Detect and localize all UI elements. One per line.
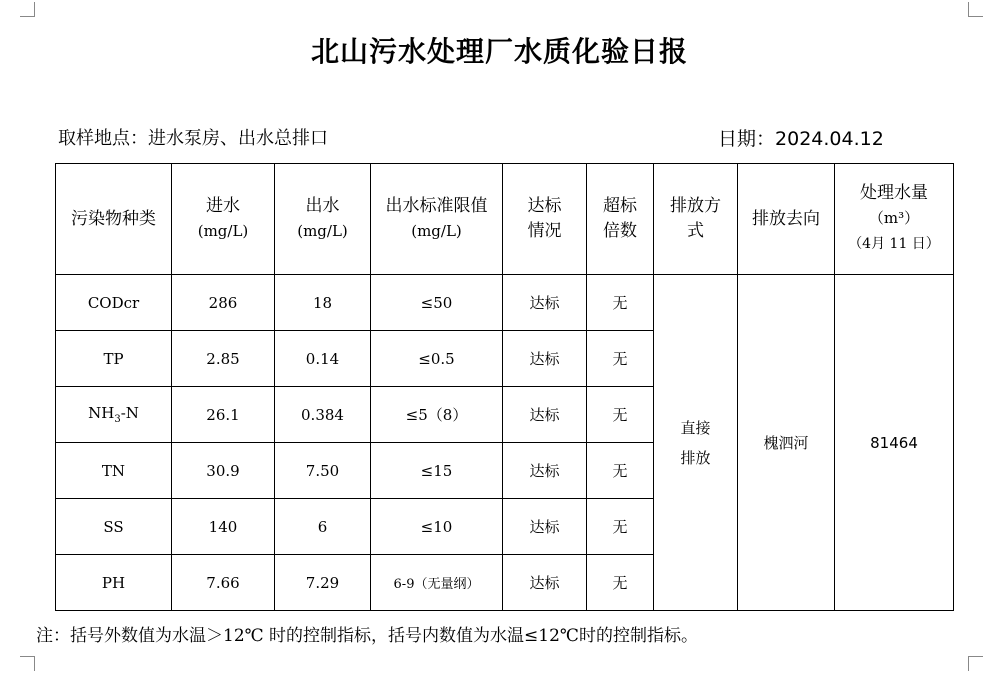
status-cell: 达标 <box>503 443 587 499</box>
outflow-cell: 7.29 <box>275 555 371 611</box>
page-corner-mark <box>968 656 983 671</box>
outflow-cell: 0.384 <box>275 387 371 443</box>
inflow-cell: 140 <box>172 499 275 555</box>
discharge-method-cell <box>654 275 738 611</box>
header-multiple <box>587 164 654 275</box>
pollutant-cell: TP <box>56 331 172 387</box>
header-method <box>654 164 738 275</box>
header-outflow-label: 出水 <box>305 196 340 216</box>
header-volume-line3: （4月 11 日） <box>848 236 940 252</box>
destination-cell: 槐泗河 <box>738 275 835 611</box>
pollutant-main: NH <box>88 404 115 422</box>
water-quality-table <box>55 163 954 611</box>
volume-cell: 81464 <box>835 275 954 611</box>
header-volume <box>835 164 954 275</box>
pollutant-cell: PH <box>56 555 172 611</box>
header-limit <box>371 164 503 275</box>
multiple-cell: 无 <box>587 331 654 387</box>
header-method-line2: 式 <box>687 221 704 241</box>
pollutant-tail: -N <box>120 404 139 422</box>
inflow-cell: 7.66 <box>172 555 275 611</box>
multiple-cell: 无 <box>587 555 654 611</box>
header-limit-unit: (mg/L) <box>411 222 462 240</box>
inflow-cell: 286 <box>172 275 275 331</box>
limit-cell: ≤10 <box>371 499 503 555</box>
table-header-row <box>56 164 954 275</box>
header-volume-line2: （m³） <box>868 209 920 227</box>
table-row <box>56 275 954 331</box>
inflow-cell: 26.1 <box>172 387 275 443</box>
header-inflow-label: 进水 <box>206 196 240 216</box>
header-destination: 排放去向 <box>738 164 835 275</box>
inflow-cell: 2.85 <box>172 331 275 387</box>
header-outflow-unit: (mg/L) <box>297 222 348 240</box>
status-cell: 达标 <box>503 499 587 555</box>
footnote: 注：括号外数值为水温＞12℃ 时的控制指标，括号内数值为水温≤12℃时的控制指标。 <box>36 626 698 646</box>
pollutant-subscript: 3 <box>114 414 121 425</box>
status-cell: 达标 <box>503 331 587 387</box>
page-corner-mark <box>20 656 35 671</box>
header-volume-line1: 处理水量 <box>860 183 928 203</box>
header-outflow <box>275 164 371 275</box>
outflow-cell: 18 <box>275 275 371 331</box>
pollutant-cell: CODcr <box>56 275 172 331</box>
outflow-cell: 7.50 <box>275 443 371 499</box>
date-value: 2024.04.12 <box>775 128 884 150</box>
report-date <box>718 124 884 151</box>
pollutant-cell: TN <box>56 443 172 499</box>
sampling-location: 取样地点：进水泵房、出水总排口 <box>58 128 328 149</box>
pollutant-cell <box>56 387 172 443</box>
date-label: 日期： <box>718 128 776 150</box>
status-cell: 达标 <box>503 555 587 611</box>
header-multiple-line1: 超标 <box>603 196 637 216</box>
multiple-cell: 无 <box>587 275 654 331</box>
page-corner-mark <box>20 2 35 17</box>
header-pollutant: 污染物种类 <box>56 164 172 275</box>
method-line1: 直接 <box>680 418 711 437</box>
header-status <box>503 164 587 275</box>
limit-cell: ≤15 <box>371 443 503 499</box>
header-method-line1: 排放方 <box>670 196 721 216</box>
header-inflow-unit: (mg/L) <box>197 222 249 240</box>
header-multiple-line2: 倍数 <box>603 221 637 241</box>
status-cell: 达标 <box>503 275 587 331</box>
limit-cell: ≤5（8） <box>371 387 503 443</box>
outflow-cell: 6 <box>275 499 371 555</box>
multiple-cell: 无 <box>587 387 654 443</box>
limit-cell: ≤0.5 <box>371 331 503 387</box>
status-cell: 达标 <box>503 387 587 443</box>
report-title: 北山污水处理厂水质化验日报 <box>310 35 688 68</box>
inflow-cell: 30.9 <box>172 443 275 499</box>
multiple-cell: 无 <box>587 443 654 499</box>
header-inflow <box>172 164 275 275</box>
header-status-line1: 达标 <box>527 196 562 216</box>
outflow-cell: 0.14 <box>275 331 371 387</box>
limit-cell: 6-9（无量纲） <box>371 555 503 611</box>
page-corner-mark <box>968 2 983 17</box>
method-line2: 排放 <box>680 448 711 467</box>
limit-cell: ≤50 <box>371 275 503 331</box>
header-limit-label: 出水标准限值 <box>385 196 488 216</box>
pollutant-cell: SS <box>56 499 172 555</box>
header-status-line2: 情况 <box>527 221 562 241</box>
multiple-cell: 无 <box>587 499 654 555</box>
